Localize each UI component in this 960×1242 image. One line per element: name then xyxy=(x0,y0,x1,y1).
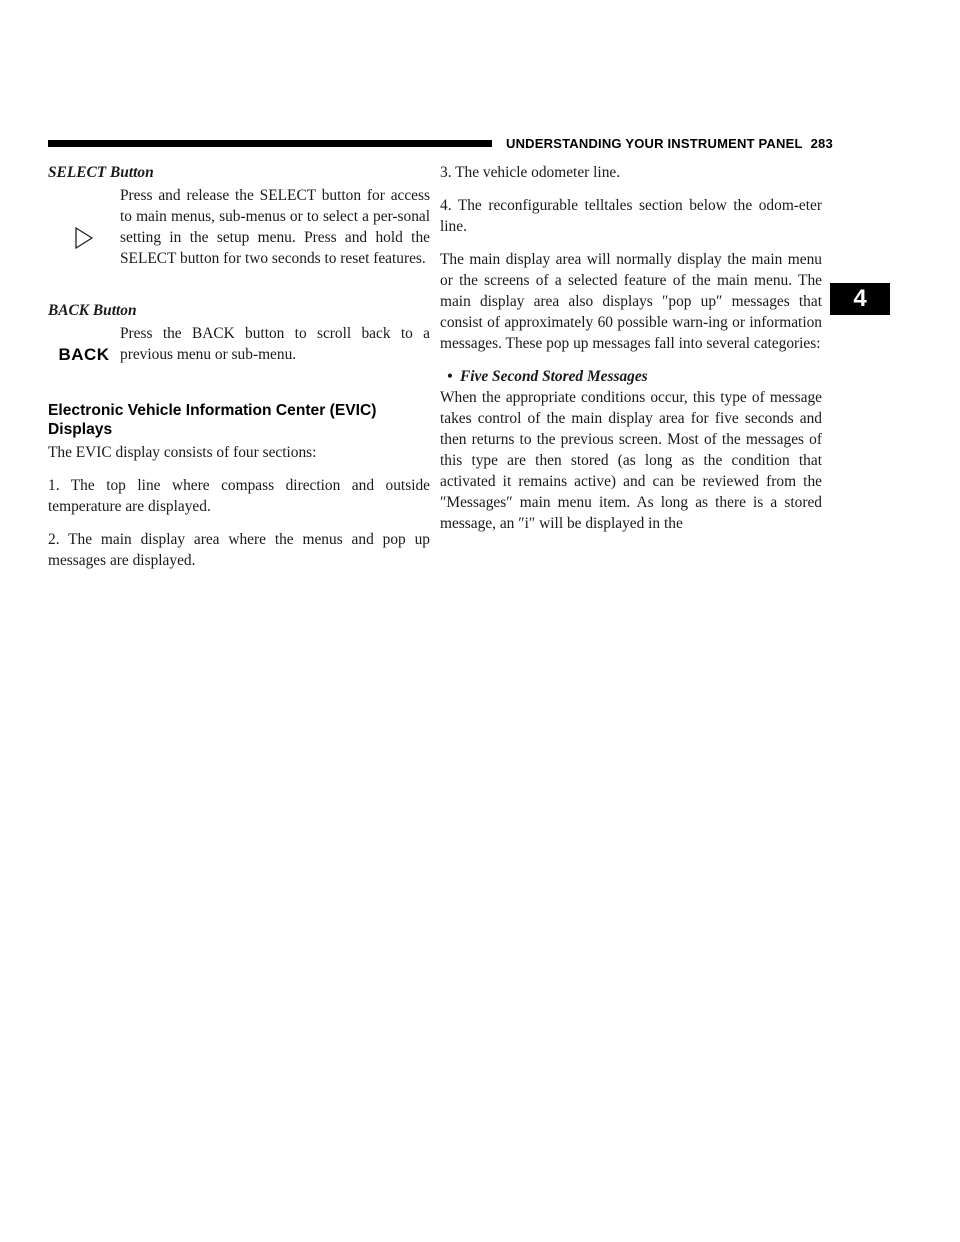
evic-item-2: 2. The main display area where the menus and pop up messages are displayed. xyxy=(48,531,430,569)
select-arrow-icon xyxy=(73,226,95,250)
back-icon-box xyxy=(48,323,120,365)
select-button-text: Press and release the SELECT button for access to main menus, sub-menus or to select a per-sonal setting in the setup menu. Press and hold the SELECT button for two seconds to reset features. xyxy=(120,187,430,267)
page-number: 283 xyxy=(810,136,833,151)
back-icon: BACK xyxy=(58,345,110,364)
evic-item-1: 1. The top line where compass direction and outside temperature are displayed. xyxy=(48,477,430,515)
select-button-block xyxy=(48,185,430,290)
evic-intro: The EVIC display consists of four sections: xyxy=(48,444,317,461)
section-title: Electronic Vehicle Information Center (EVIC) Displays xyxy=(48,402,377,438)
evic-item-3: 3. The vehicle odometer line. xyxy=(440,164,621,181)
evic-item-4: 4. The reconfigurable telltales section below the odom-eter line. xyxy=(440,197,822,235)
header-rule xyxy=(48,140,492,147)
select-icon-box xyxy=(48,185,120,290)
left-column xyxy=(48,162,430,571)
chapter-tab: 4 xyxy=(830,283,890,315)
bullet-dot-icon: • xyxy=(447,368,453,385)
main-display-paragraph: The main display area will normally display the main menu or the screens of a selected feature of the main menu. The main display area also displays ″pop up″ messages that consist of approximately 60 possible warn-ing or information messages. These pop up messages fall into several categories: xyxy=(440,251,822,352)
back-button-heading: BACK Button xyxy=(48,302,137,319)
back-button-text: Press the BACK button to scroll back to a previous menu or sub-menu. xyxy=(120,325,430,363)
header-title: UNDERSTANDING YOUR INSTRUMENT PANEL xyxy=(506,136,803,151)
five-second-paragraph: When the appropriate conditions occur, this type of message takes control of the main display area for five seconds and then returns to the previous screen. Most of the messages of this type are then stored (as long as the condition that activated it remains active) and can be reviewed from the ″Messages″ main menu item. As long as there is a stored message, an ″i″ will be displayed in the xyxy=(440,389,822,532)
running-header xyxy=(506,136,833,151)
bullet-five-second xyxy=(440,366,822,387)
right-column xyxy=(440,162,822,534)
bullet-five-second-label: Five Second Stored Messages xyxy=(460,368,648,385)
select-button-heading: SELECT Button xyxy=(48,164,154,181)
back-button-block xyxy=(48,323,430,365)
